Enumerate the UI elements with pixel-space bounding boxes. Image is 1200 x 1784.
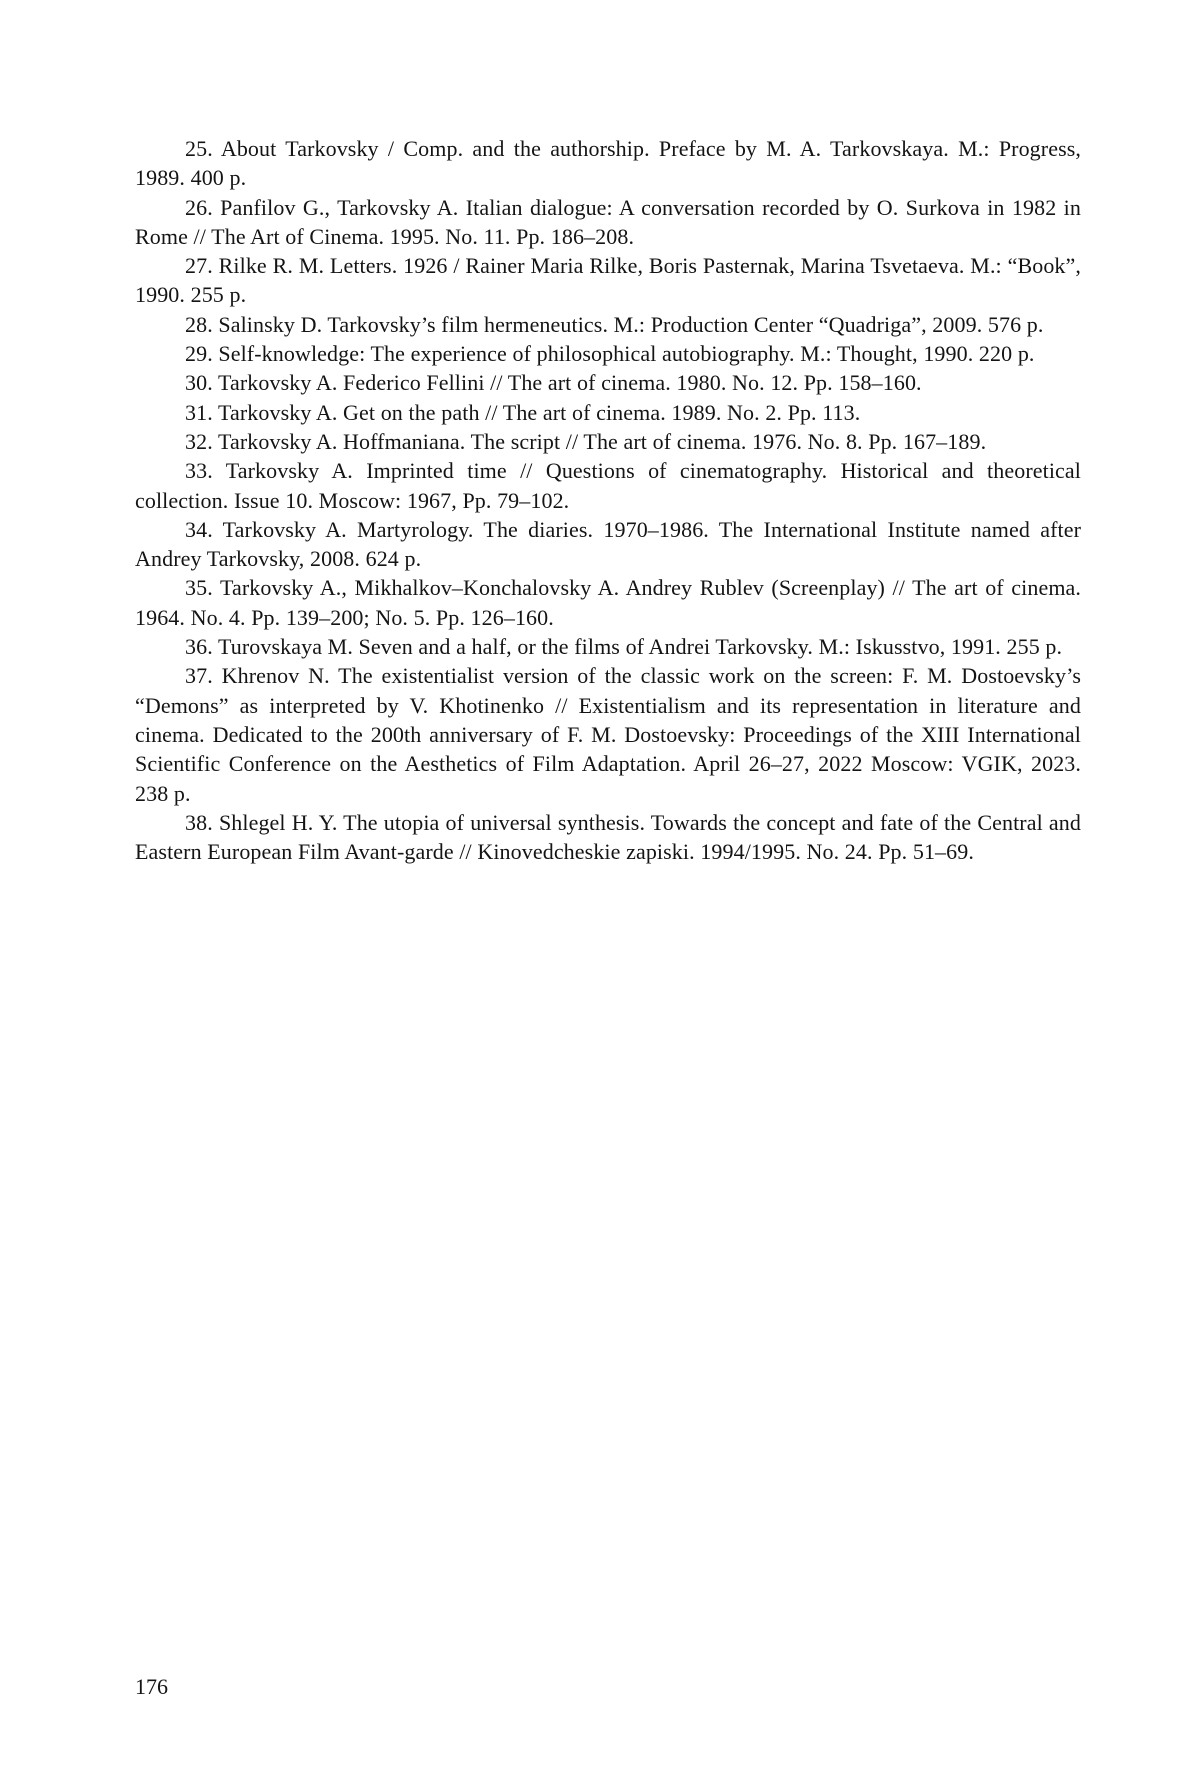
- bibliography-list: [135, 134, 1081, 866]
- reference-entry-25: 25. About Tarkovsky / Comp. and the authorship. Preface by M. A. Tarkovskaya. M.: Progress, 1989. 400 p.: [135, 136, 1081, 191]
- reference-entry-26: 26. Panfilov G., Tarkovsky A. Italian dialogue: A conversation recorded by O. Surkova in 1982 in Rome // The Art of Cinema. 1995. No. 11. Pp. 186–208.: [135, 194, 1081, 249]
- reference-entry-36: 36. Turovskaya M. Seven and a half, or the films of Andrei Tarkovsky. M.: Iskusstvo, 1991. 255 p.: [185, 634, 1063, 660]
- page-number: 176: [135, 1674, 168, 1699]
- reference-entry-38: 38. Shlegel H. Y. The utopia of universal synthesis. Towards the concept and fate of the Central and Eastern European Film Avant-garde // Kinovedcheskie zapiski. 1994/1995. No. 24. Pp. 51–69.: [135, 809, 1081, 865]
- reference-entry-35: 35. Tarkovsky A., Mikhalkov–Konchalovsky A. Andrey Rublev (Screenplay) // The art of cinema. 1964. No. 4. Pp. 139–200; No. 5. Pp. 126–160.: [135, 575, 1081, 630]
- reference-entry-28: 28. Salinsky D. Tarkovsky’s film hermeneutics. M.: Production Center “Quadriga”, 2009. 576 p.: [185, 311, 1044, 337]
- reference-entry-37: 37. Khrenov N. The existentialist version of the classic work on the screen: F. M. Dostoevsky’s “Demons” as interpreted by V. Khotinenko // Existentialism and its representation in literature and cinema. Dedicated to the 200th anniversary of F. M. Dostoevsky: Proceedings of the XIII International Scientific Conference on the Aesthetics of Film Adaptation. April 26–27, 2022 Moscow: VGIK, 2023. 238 p.: [135, 663, 1081, 806]
- reference-entry-31: 31. Tarkovsky A. Get on the path // The art of cinema. 1989. No. 2. Pp. 113.: [185, 399, 861, 425]
- reference-entry-32: 32. Tarkovsky A. Hoffmaniana. The script // The art of cinema. 1976. No. 8. Pp. 167–189.: [185, 428, 987, 454]
- reference-entry-30: 30. Tarkovsky A. Federico Fellini // The art of cinema. 1980. No. 12. Pp. 158–160.: [185, 370, 922, 396]
- reference-entry-29: 29. Self-knowledge: The experience of philosophical autobiography. M.: Thought, 1990. 220 p.: [185, 341, 1035, 367]
- reference-entry-33: 33. Tarkovsky A. Imprinted time // Questions of cinematography. Historical and theoretical collection. Issue 10. Moscow: 1967, Pp. 79–102.: [135, 458, 1081, 513]
- reference-entry-34: 34. Tarkovsky A. Martyrology. The diaries. 1970–1986. The International Institute named after Andrey Tarkovsky, 2008. 624 p.: [135, 516, 1081, 572]
- reference-entry-27: 27. Rilke R. M. Letters. 1926 / Rainer Maria Rilke, Boris Pasternak, Marina Tsvetaeva. M.: “Book”, 1990. 255 p.: [135, 253, 1081, 308]
